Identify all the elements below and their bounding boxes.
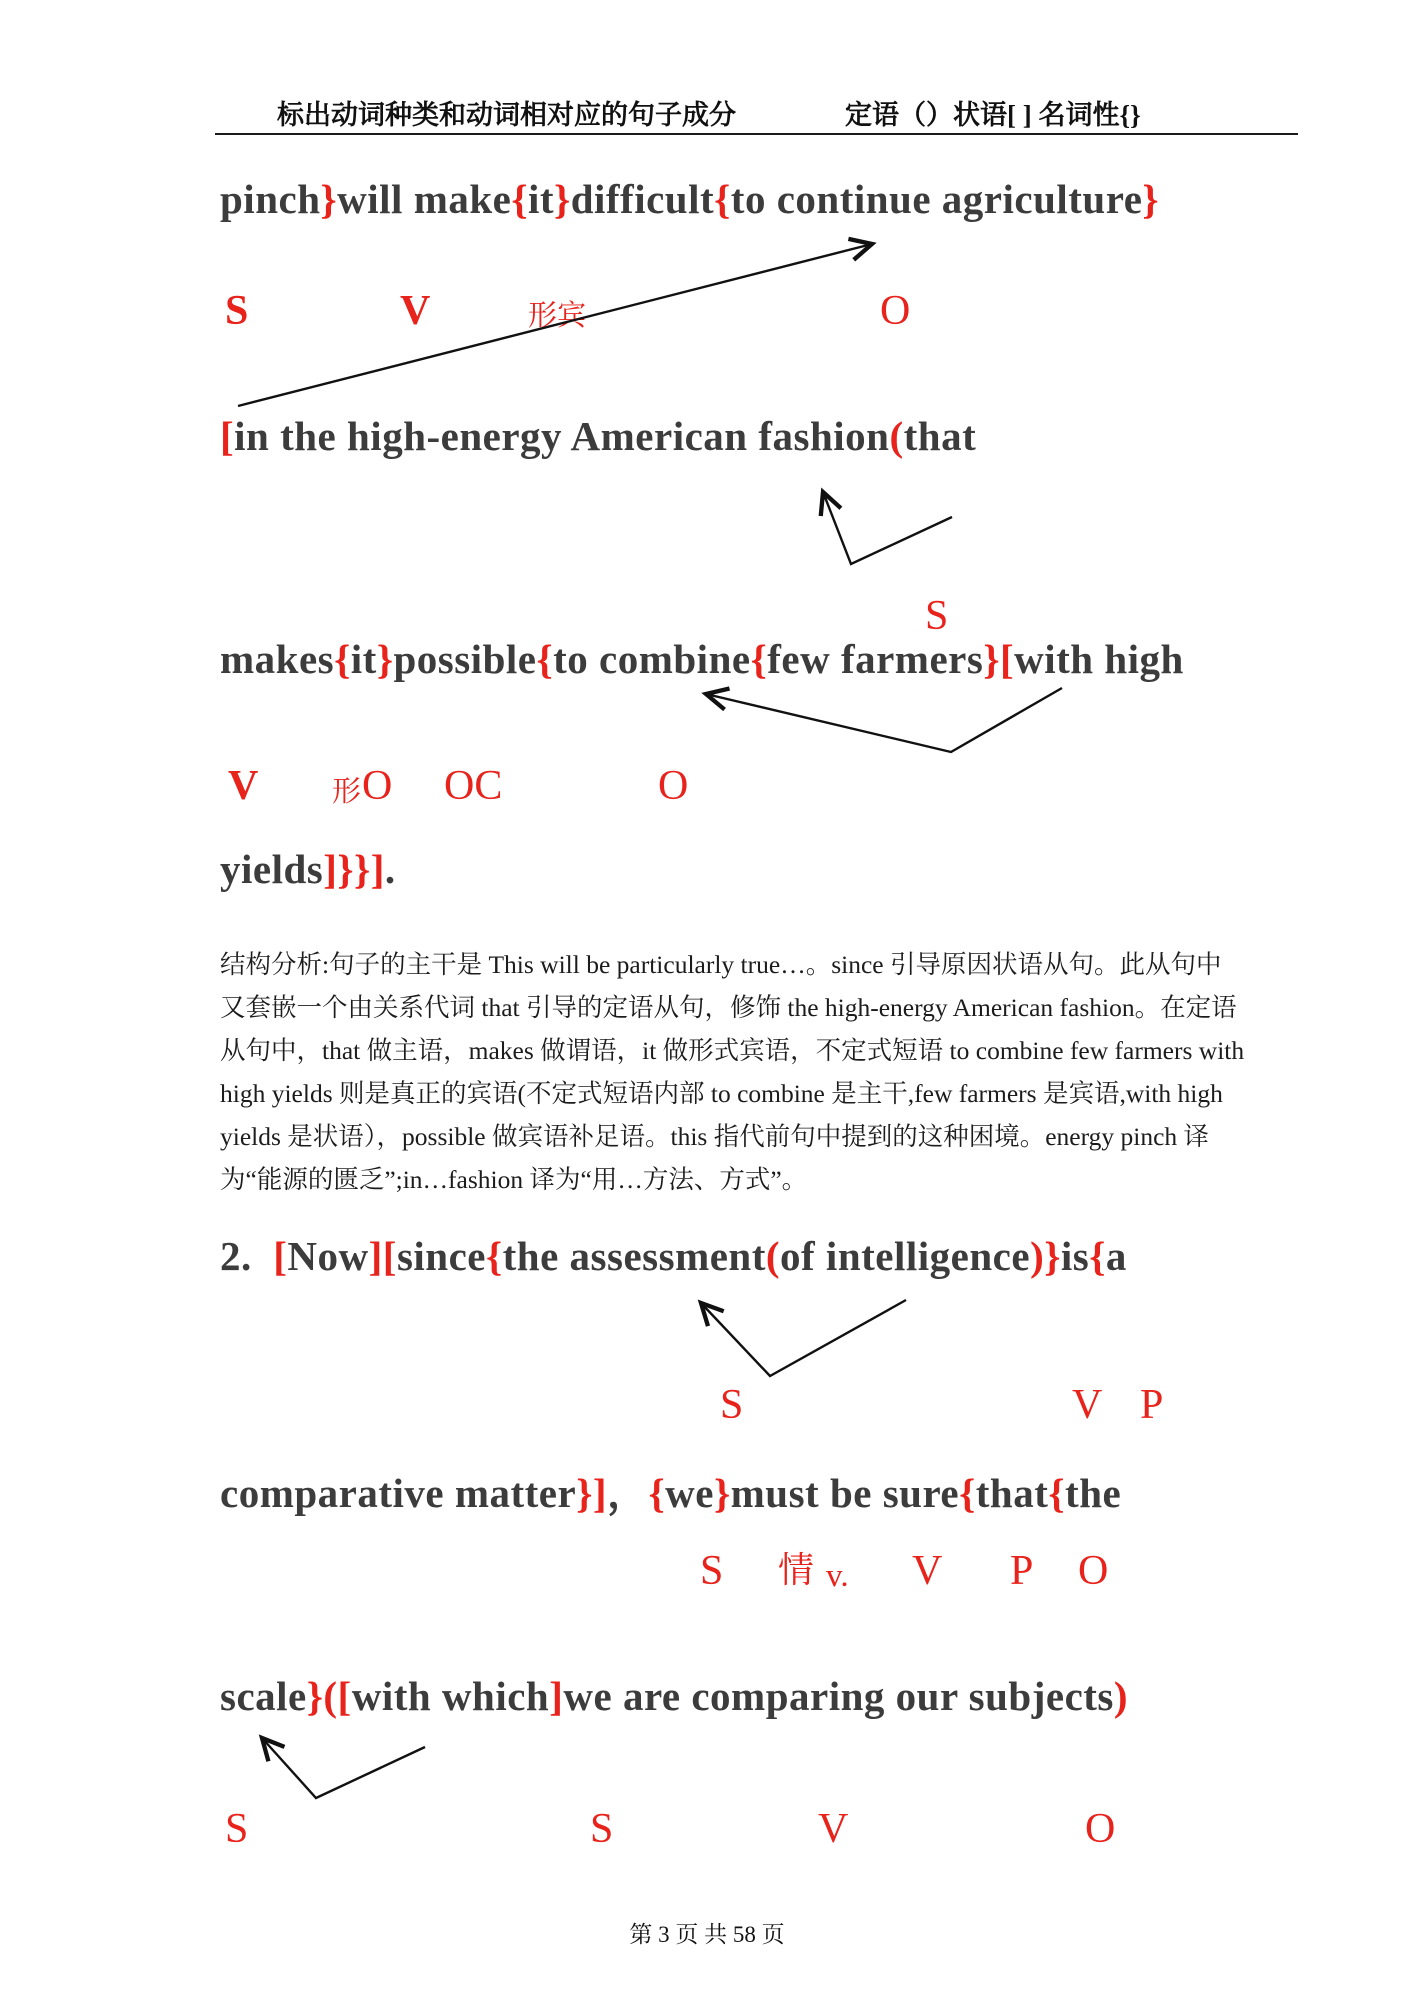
sentence-segment: to combine bbox=[553, 636, 751, 682]
sentence-segment: [ bbox=[999, 636, 1015, 682]
analysis-line-5: yields 是状语），possible 做宾语补足语。this 指代前句中提到的这种困境。energy pinch 译 bbox=[220, 1122, 1210, 1151]
sentence-segment: ( bbox=[889, 413, 904, 459]
sentence-segment: the assessment bbox=[502, 1233, 766, 1279]
sentence-segment: { bbox=[959, 1470, 976, 1516]
sentence-segment: will make bbox=[337, 176, 512, 222]
sentence-segment: ][ bbox=[368, 1233, 397, 1279]
label-xing-3: 形 bbox=[332, 776, 362, 808]
label-subject-6b: S bbox=[590, 1806, 614, 1852]
label-verb-3: V bbox=[228, 763, 259, 809]
sentence-segment: of intelligence bbox=[780, 1233, 1031, 1279]
label-object-3b: O bbox=[658, 763, 689, 809]
label-subject-5: S bbox=[700, 1548, 724, 1594]
sentence-segment: }([ bbox=[306, 1673, 352, 1719]
analysis-line-4: high yields 则是真正的宾语(不定式短语内部 to combine 是主干,few farmers 是宾语,with high bbox=[220, 1079, 1223, 1108]
sentence-line-4 bbox=[220, 845, 396, 893]
label-object-complement-3: OC bbox=[444, 763, 503, 809]
label-object-1: O bbox=[880, 288, 911, 334]
sentence-segment: yields bbox=[220, 846, 324, 892]
sentence-line-6 bbox=[220, 1460, 1121, 1519]
sentence-segment: ， bbox=[607, 1470, 649, 1516]
sentence-segment: scale bbox=[220, 1673, 307, 1719]
label-object-6: O bbox=[1085, 1806, 1116, 1852]
sentence-segment: { bbox=[334, 636, 351, 682]
sentence-segment: } bbox=[713, 1470, 731, 1516]
sentence-segment: must be sure bbox=[730, 1470, 960, 1516]
sentence-segment: to continue agriculture bbox=[730, 176, 1143, 222]
header-left-title: 标出动词种类和动词相对应的句子成分 bbox=[277, 100, 736, 130]
sentence-segment: we bbox=[665, 1470, 714, 1516]
label-predicative-4: P bbox=[1140, 1382, 1164, 1428]
sentence-segment: that bbox=[903, 413, 977, 459]
sentence-segment: } bbox=[554, 176, 571, 222]
sentence-segment: } bbox=[320, 176, 338, 222]
sentence-segment: { bbox=[1048, 1470, 1066, 1516]
sentence-segment: since bbox=[396, 1233, 486, 1279]
sentence-segment: it bbox=[528, 176, 555, 222]
sentence-segment: }] bbox=[576, 1470, 608, 1516]
sentence-segment: . bbox=[384, 846, 396, 892]
sentence-segment: [ bbox=[220, 413, 235, 459]
sentence-segment: the bbox=[1065, 1470, 1122, 1516]
sentence-segment: ]}}] bbox=[323, 846, 385, 892]
sentence-segment: we are comparing our subjects bbox=[563, 1673, 1114, 1719]
sentence-segment: comparative matter bbox=[220, 1470, 577, 1516]
label-object-3a: O bbox=[362, 763, 393, 809]
label-subject-6a: S bbox=[225, 1806, 249, 1852]
analysis-line-1: 结构分析:句子的主干是 This will be particularly true…。since 引导原因状语从句。此从句中 bbox=[220, 950, 1222, 979]
sentence-segment: with which bbox=[351, 1673, 550, 1719]
page-footer: 第 3 页 共 58 页 bbox=[629, 1922, 785, 1947]
sentence-segment: pinch bbox=[220, 176, 321, 222]
sentence-segment: 2. bbox=[220, 1233, 274, 1279]
sentence-segment: { bbox=[536, 636, 554, 682]
sentence-segment: makes bbox=[220, 636, 335, 682]
sentence-segment: few farmers bbox=[767, 636, 984, 682]
label-subject-1: S bbox=[225, 288, 249, 334]
sentence-segment: )} bbox=[1030, 1233, 1061, 1279]
sentence-line-1 bbox=[220, 175, 1159, 223]
header-right-legend: 定语（）状语[ ] 名词性{} bbox=[845, 100, 1141, 130]
label-verb-5: V bbox=[912, 1548, 943, 1594]
label-xingbin-1: 形宾 bbox=[528, 300, 587, 332]
label-verb-6: V bbox=[818, 1806, 849, 1852]
sentence-segment: { bbox=[750, 636, 768, 682]
label-subject-2: S bbox=[925, 593, 949, 639]
label-modal-v-5: v. bbox=[826, 1558, 849, 1594]
arrow-which-to-scale bbox=[262, 1738, 425, 1798]
sentence-segment: with high bbox=[1014, 636, 1184, 682]
sentence-segment: is bbox=[1060, 1233, 1090, 1279]
sentence-line-2 bbox=[220, 412, 976, 460]
sentence-segment: } bbox=[376, 636, 394, 682]
label-qing-5: 情 bbox=[778, 1550, 815, 1590]
arrow-with-to-combine bbox=[706, 688, 1062, 752]
sentence-segment: { bbox=[485, 1233, 503, 1279]
sentence-segment: ( bbox=[765, 1233, 781, 1279]
label-verb-4: V bbox=[1072, 1382, 1103, 1428]
sentence-segment: possible bbox=[393, 636, 537, 682]
sentence-segment: } bbox=[1142, 176, 1160, 222]
sentence-segment: } bbox=[983, 636, 1000, 682]
sentence-segment: { bbox=[648, 1470, 666, 1516]
sentence-line-5 bbox=[220, 1232, 1127, 1280]
label-subject-4: S bbox=[720, 1382, 744, 1428]
sentence-line-3 bbox=[220, 635, 1184, 683]
sentence-segment: a bbox=[1105, 1233, 1127, 1279]
analysis-line-3: 从句中，that 做主语，makes 做谓语，it 做形式宾语，不定式短语 to combine few farmers with bbox=[220, 1036, 1245, 1065]
header-rule bbox=[215, 133, 1298, 135]
sentence-segment: { bbox=[1089, 1233, 1106, 1279]
sentence-segment: Now bbox=[287, 1233, 369, 1279]
arrow-that-to-fashion bbox=[823, 492, 952, 564]
label-object-5: O bbox=[1078, 1548, 1109, 1594]
sentence-segment: { bbox=[511, 176, 528, 222]
sentence-segment: [ bbox=[273, 1233, 288, 1279]
analysis-line-2: 又套嵌一个由关系代词 that 引导的定语从句，修饰 the high-energy American fashion。在定语 bbox=[220, 993, 1237, 1022]
analysis-line-6: 为“能源的匮乏”;in…fashion 译为“用…方法、方式”。 bbox=[220, 1165, 808, 1194]
sentence-segment: ) bbox=[1113, 1673, 1129, 1719]
label-predicative-5: P bbox=[1010, 1548, 1034, 1594]
label-verb-1: V bbox=[400, 288, 431, 334]
sentence-line-7 bbox=[220, 1672, 1128, 1720]
sentence-segment: that bbox=[975, 1470, 1049, 1516]
sentence-segment: in the high-energy American fashion bbox=[234, 413, 890, 459]
sentence-segment: ] bbox=[549, 1673, 564, 1719]
sentence-segment: difficult bbox=[570, 176, 715, 222]
arrow-since-to-assessment bbox=[701, 1300, 906, 1376]
sentence-segment: it bbox=[350, 636, 377, 682]
sentence-segment: { bbox=[714, 176, 731, 222]
